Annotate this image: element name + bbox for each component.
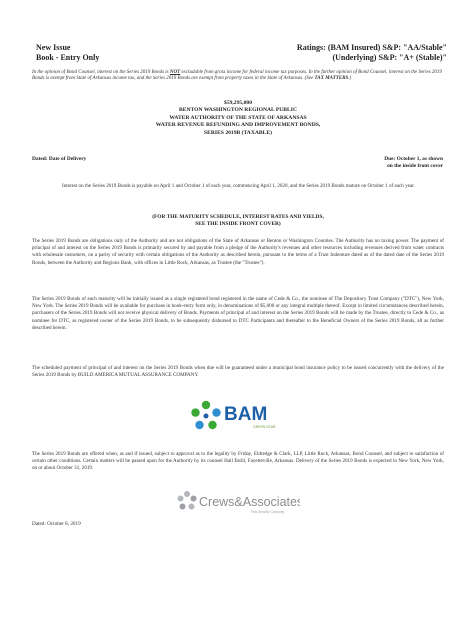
ratings [297,43,447,63]
crews-associates-logo [175,487,300,517]
title-line-4: SERIES 2019B (TAXABLE) [204,129,272,136]
due-line-1: Due: October 1, as shown [384,156,443,162]
obligations-paragraph: The Series 2019 Bonds are obligations only of the Authority and are not obligations of the State of Arkansas or Benton or Washington Counties. The Authority has no taxing power. The payment of principal of and interest on the Series 2019 Bonds is primarily secured by and payable from a pledge of the Authority's revenues and other resources including revenues derived from water contracts with wholesale customers, on a parity of security with certain obligations of the Authority as described herein, pursuant to the terms of a Trust Indenture dated as of the dated date of the Series 2019 Bonds, between the Authority and Regions Bank, with offices in Little Rock, Arkansas, as Trustee (the "Trustee"). [32,238,444,266]
dated-date: Dated: Date of Delivery [32,156,87,162]
rating-bam-insured: Ratings: (BAM Insured) S&P: "AA/Stable" [296,43,447,52]
crews-wordmark: Crews&Associates [199,495,300,509]
new-issue-label: New Issue [36,43,71,52]
issue-amount: $59,295,000 [224,100,252,106]
rating-underlying: (Underlying) S&P: "A+ (Stable)" [332,53,447,62]
maturity-schedule-note [32,214,444,229]
bam-subtitle: GREEN STAR [253,425,276,429]
interest-paragraph: Interest on the Series 2019 Bonds is payable on April 1 and October 1 of each year, commencing April 1, 2020, and the Series 2019 Bonds mature on October 1 of each year. [62,183,415,189]
issue-type [36,43,99,63]
counsel-text-1: In the opinion of Bond Counsel, interest on the Series 2019 Bonds is [32,70,170,75]
counsel-text-2: excludable from gross income for federal income tax purposes. In the further opinion of Bond Counsel, interest on the Series 2019 Bonds is exempt from State of Arkansas income tax, and the Series 2019 Bonds are exempt from property taxes in the State of Arkansas. (See [32,70,442,82]
offering-paragraph: The Series 2019 Bonds are offered when, as and if issued, subject to approval as to the legality by Friday, Eldredge & Clark, LLP, Little Rock, Arkansas, Bond Counsel, and subject to satisfaction of certain other conditions. Certain matters will be passed upon for the Authority by its counsel Hall Estill, Fayetteville, Arkansas. Delivery of the Series 2019 Bonds is expected in New York, New York, on or about October 31, 2019. [32,451,444,472]
bond-title [32,100,444,137]
counsel-text-3: .) [348,76,352,82]
maturity-note-line-1: (FOR THE MATURITY SCHEDULE, INTEREST RATES AND YIELDS, [152,214,324,220]
due-line-2: on the inside front cover [387,163,443,169]
tax-matters-ref: TAX MATTERS [314,76,349,82]
title-line-3: WATER REVENUE REFUNDING AND IMPROVEMENT BONDS, [155,122,321,129]
due-date [384,156,443,170]
book-entry-label: Book - Entry Only [36,53,100,62]
bond-counsel-opinion [32,70,444,83]
crews-associates-icon [175,487,300,517]
maturity-note-line-2: SEE THE INSIDE FRONT COVER) [195,221,281,228]
bam-logo [190,396,290,436]
statement-date: Dated: October 8, 2019 [32,521,81,527]
counsel-not: NOT [169,70,181,75]
insurance-paragraph: The scheduled payment of principal of and interest on the Series 2019 Bonds when due will be guaranteed under a municipal bond insurance policy to be issued concurrently with the delivery of the Series 2019 Bonds by BUILD AMERICA MUTUAL ASSURANCE COMPANY. [32,365,444,379]
bam-star-icon [190,396,290,436]
bam-wordmark: BAM [224,404,268,425]
crews-subtitle: First Security Company [251,510,285,514]
book-entry-paragraph: The Series 2019 Bonds of each maturity will be initially issued as a single registered bond registered in the name of Cede & Co., the nominee of The Depository Trust Company ("DTC"), New York, New York. The Series 2019 Bonds will be available for purchase in book-entry form only, in denominations of $5,000 or any integral multiple thereof. Except in limited circumstances described herein, purchasers of the Series 2019 Bonds will not receive physical delivery of Bonds. Payments of principal of and interest on the Series 2019 Bonds will be made by the Trustee, directly to Cede & Co., as nominee for DTC, as registered owner of the Series 2019 Bonds, to be subsequently disbursed to DTC Participants and thereafter to the Beneficial Owners of the Series 2019 Bonds, all as further described herein. [32,296,444,331]
title-line-2: WATER AUTHORITY OF THE STATE OF ARKANSAS [169,114,307,121]
title-line-1: BENTON WASHINGTON REGIONAL PUBLIC [179,107,297,114]
